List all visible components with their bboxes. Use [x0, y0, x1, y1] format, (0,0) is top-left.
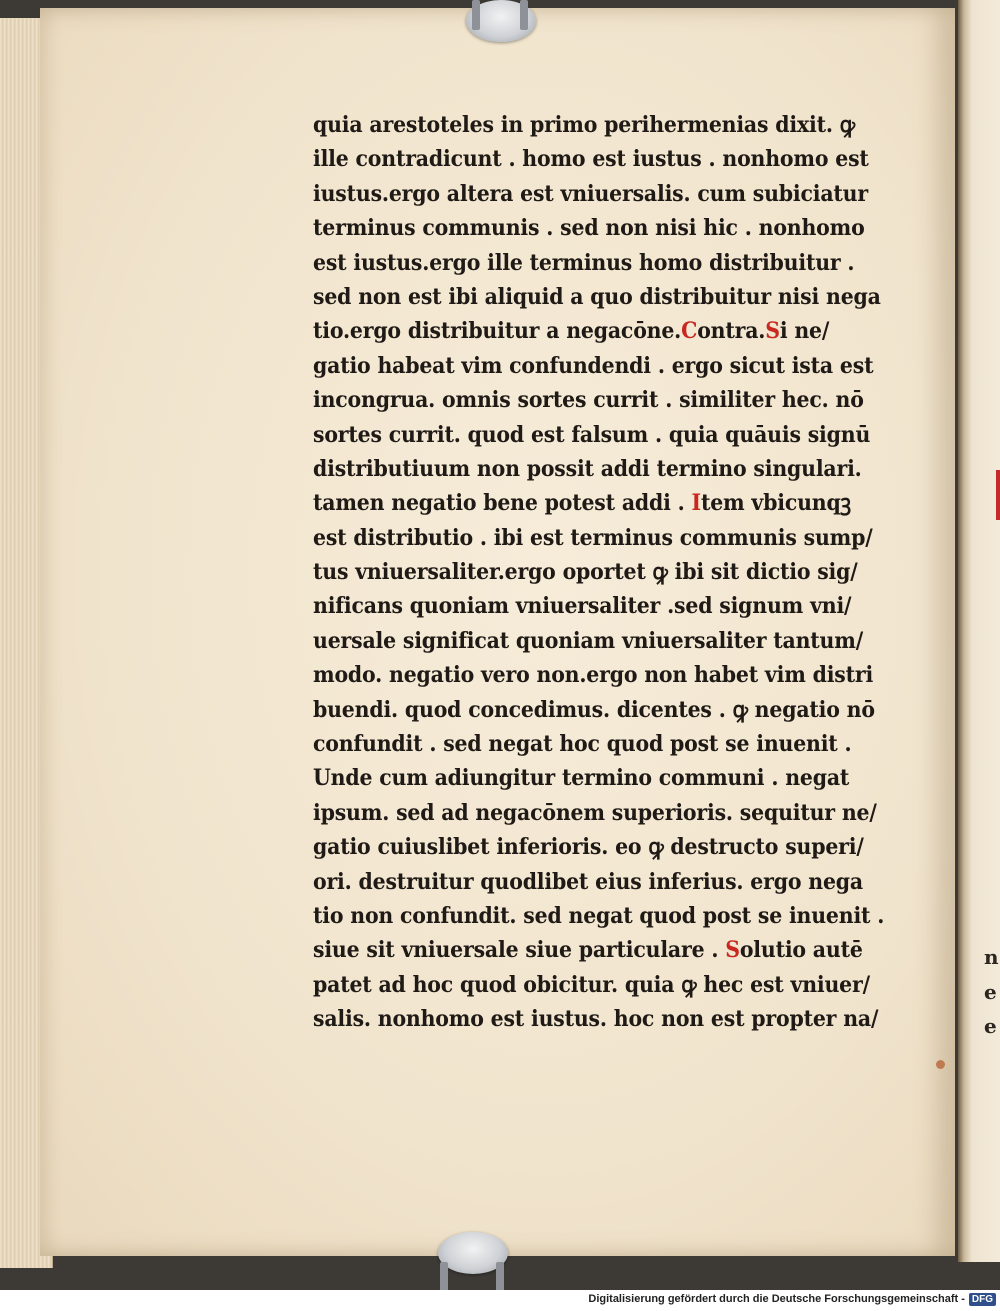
text-line — [313, 555, 858, 589]
text-line — [313, 246, 855, 280]
text-line — [313, 830, 864, 864]
text-segment: tio.ergo distribuitur a negacōne. — [313, 318, 682, 345]
text-line — [313, 349, 874, 383]
text-segment: iustus.ergo altera est vniuersalis. cum subiciatur — [313, 180, 868, 207]
text-segment: buendi. quod concedimus. dicentes . ꝙ negatio nō — [313, 696, 875, 723]
text-line — [313, 589, 852, 623]
text-segment: gatio cuiuslibet inferioris. eo ꝙ destructo superi/ — [313, 834, 864, 861]
text-line — [313, 865, 863, 899]
text-segment: ille contradicunt . homo est iustus . nonhomo est — [313, 146, 869, 173]
text-segment: tamen negatio bene potest addi . — [313, 490, 692, 517]
text-line — [313, 899, 885, 933]
text-segment: siue sit vniuersale siue particulare . — [313, 937, 726, 964]
text-line — [313, 761, 850, 795]
text-segment: distributiuum non possit addi termino singulari. — [313, 455, 862, 482]
paper-stain — [936, 1060, 945, 1069]
clip-bar-top-left — [472, 0, 480, 30]
text-segment: salis. nonhomo est iustus. hoc non est propter na/ — [313, 1006, 879, 1033]
text-segment: uersale significat quoniam vniuersaliter tantum/ — [313, 627, 863, 654]
text-line — [313, 658, 874, 692]
text-line — [313, 314, 830, 348]
text-segment: nificans quoniam vniuersaliter .sed signum vni/ — [313, 593, 852, 620]
text-line — [313, 968, 870, 1002]
text-segment: quia arestoteles in primo perihermenias dixit. ꝙ — [313, 112, 855, 138]
text-segment: est iustus.ergo ille terminus homo distribuitur . — [313, 249, 855, 276]
text-segment: olutio autē — [739, 937, 863, 964]
facing-page-letter: e — [984, 980, 997, 1004]
text-segment: i ne/ — [779, 318, 830, 345]
text-segment: confundit . sed negat hoc quod post se inuenit . — [313, 731, 852, 758]
text-line — [313, 796, 877, 830]
text-segment: tus vniuersaliter.ergo oportet ꝙ ibi sit dictio sig/ — [313, 559, 858, 586]
text-segment: gatio habeat vim confundendi . ergo sicut ista est — [313, 352, 874, 379]
rubricated-initial: S — [765, 318, 780, 345]
text-line — [313, 727, 852, 761]
text-line — [313, 933, 863, 967]
text-segment: tem vbicunqꝫ — [700, 490, 851, 517]
text-segment: patet ad hoc quod obicitur. quia ꝙ hec est vniuer/ — [313, 971, 870, 998]
text-line — [313, 1002, 879, 1036]
dfg-logo: DFG — [969, 1293, 996, 1306]
text-segment: ontra. — [697, 318, 766, 345]
text-line — [313, 452, 862, 486]
text-line — [313, 521, 873, 555]
text-line — [313, 280, 881, 314]
text-line — [313, 142, 869, 176]
text-segment: terminus communis . sed non nisi hic . nonhomo — [313, 215, 865, 242]
text-line — [313, 486, 851, 520]
text-segment: modo. negatio vero non.ergo non habet vim distri — [313, 662, 874, 689]
facing-page-red-mark — [996, 470, 1000, 520]
footer-bar — [0, 1290, 1000, 1311]
text-line — [313, 693, 875, 727]
incunabula-text-block — [313, 108, 885, 1037]
text-line — [313, 177, 868, 211]
rubricated-initial: C — [681, 318, 698, 345]
text-segment: Unde cum adiungitur termino communi . negat — [313, 765, 850, 792]
text-segment: sed non est ibi aliquid a quo distribuitur nisi nega — [313, 283, 881, 310]
text-line — [313, 108, 855, 142]
footer-credit — [588, 1293, 996, 1306]
facing-page-edge — [958, 0, 1000, 1262]
text-segment: sortes currit. quod est falsum . quia quāuis signū — [313, 421, 871, 448]
text-segment: incongrua. omnis sortes currit . similiter hec. nō — [313, 387, 864, 414]
clip-bar-bottom-right — [496, 1262, 504, 1292]
text-segment: ori. destruitur quodlibet eius inferius. ergo nega — [313, 868, 863, 895]
text-segment: ipsum. sed ad negacōnem superioris. sequitur ne/ — [313, 799, 877, 826]
footer-credit-text: Digitalisierung gefördert durch die Deutsche Forschungsgemeinschaft - — [588, 1293, 965, 1305]
text-segment: tio non confundit. sed negat quod post se inuenit . — [313, 902, 885, 929]
clip-bar-bottom-left — [440, 1262, 448, 1292]
rubricated-initial: I — [691, 490, 701, 517]
text-line — [313, 418, 871, 452]
text-line — [313, 383, 864, 417]
text-line — [313, 211, 865, 245]
facing-page-letter: n — [984, 945, 999, 969]
clip-bar-top-right — [520, 0, 528, 30]
text-segment: est distributio . ibi est terminus communis sump/ — [313, 524, 873, 551]
rubricated-initial: S — [725, 937, 740, 964]
text-line — [313, 624, 863, 658]
facing-page-letter: e — [984, 1014, 997, 1038]
